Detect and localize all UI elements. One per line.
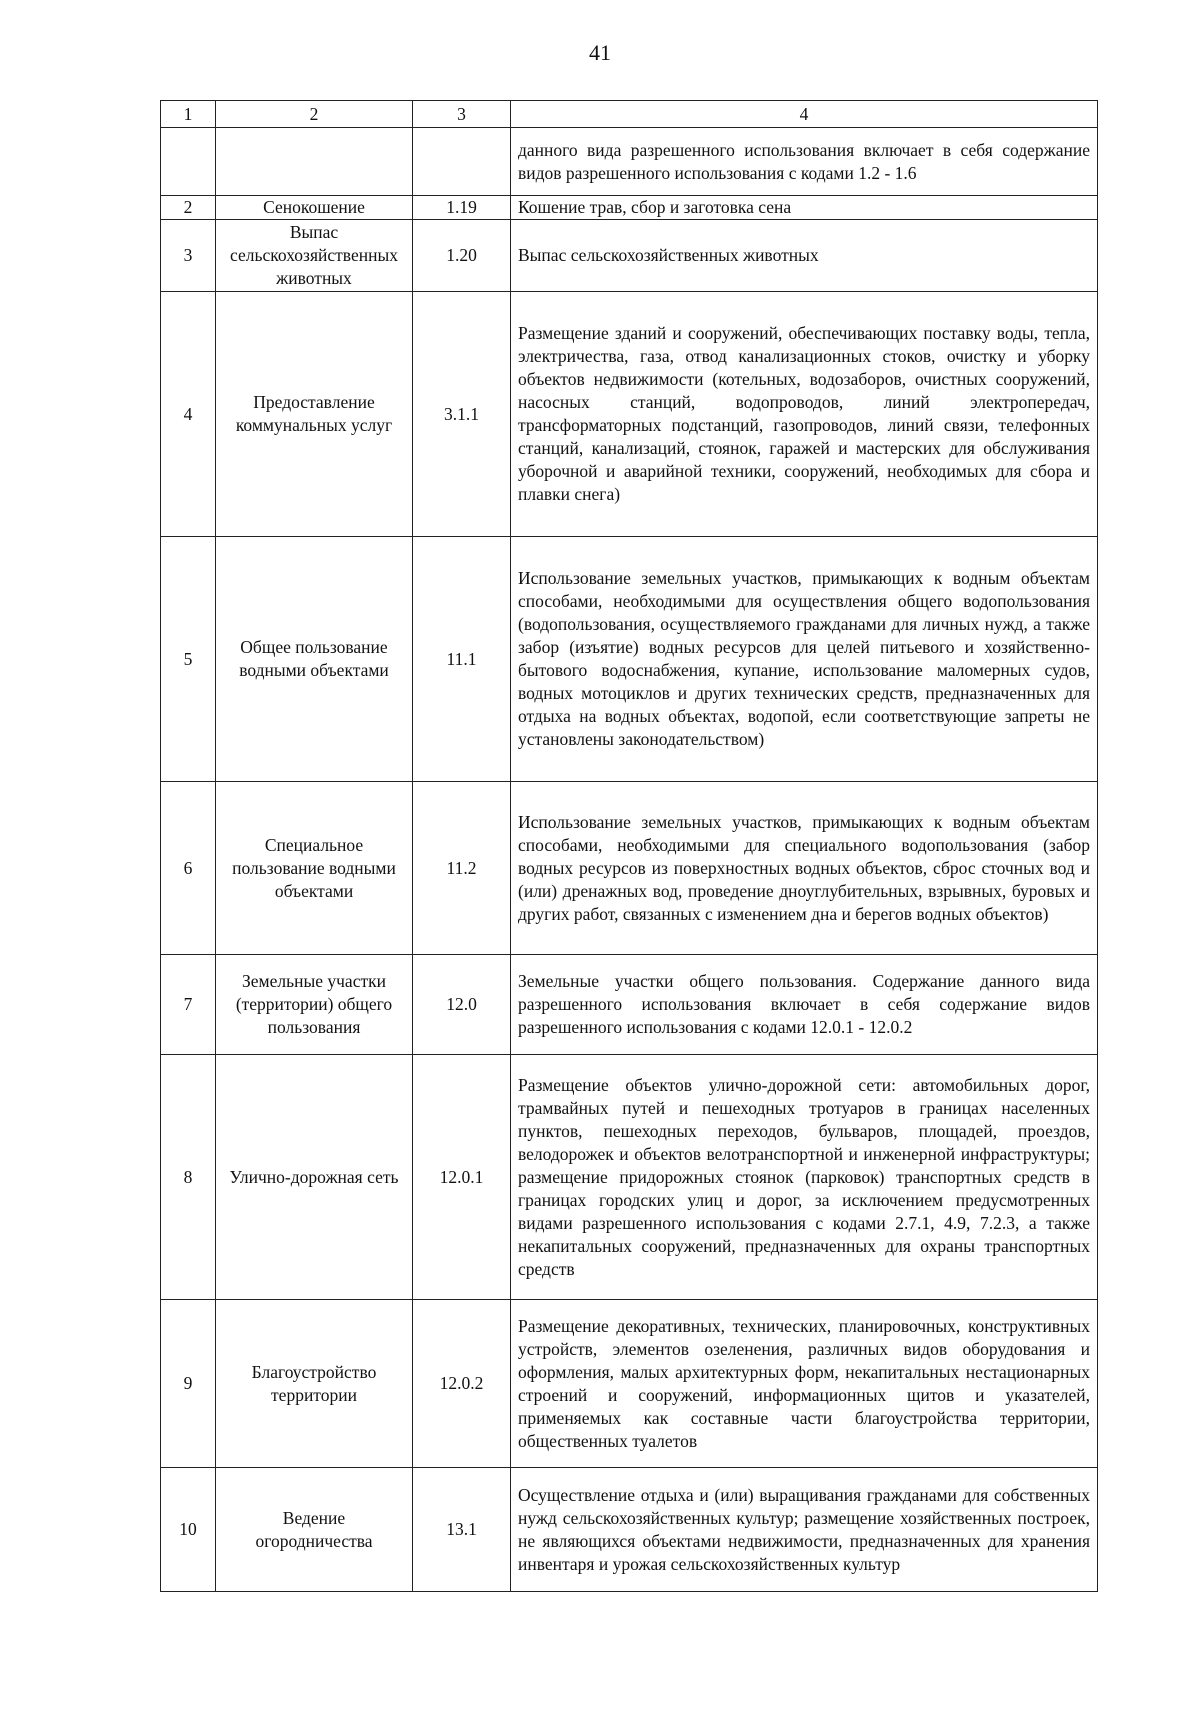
row-number: 2 <box>161 196 216 220</box>
land-use-code: 12.0 <box>413 955 511 1055</box>
row-number: 7 <box>161 955 216 1055</box>
land-use-code: 11.2 <box>413 782 511 955</box>
row-number: 4 <box>161 292 216 537</box>
page-number: 41 <box>589 40 611 65</box>
land-use-code: 3.1.1 <box>413 292 511 537</box>
table-row <box>161 128 1098 196</box>
table-row <box>161 220 1098 292</box>
row-number: 6 <box>161 782 216 955</box>
row-number: 5 <box>161 537 216 782</box>
land-use-name: Сенокошение <box>216 196 413 220</box>
land-use-name: Ведение огородничества <box>216 1468 413 1592</box>
land-use-description: Размещение декоративных, технических, планировочных, конструктивных устройств, элементов озеленения, различных видов оборудования и оформления, малых архитектурных форм, некапитальных нестационарных строений и сооружений, информационных щитов и указателей, применяемых как составные части благоустройства территории, общественных туалетов <box>511 1300 1098 1468</box>
row-number: 8 <box>161 1055 216 1300</box>
land-use-name: Выпас сельскохозяйственных животных <box>216 220 413 292</box>
land-use-name: Земельные участки (территории) общего пользования <box>216 955 413 1055</box>
table-row <box>161 537 1098 782</box>
row-number: 3 <box>161 220 216 292</box>
table-row <box>161 782 1098 955</box>
land-use-name: Специальное пользование водными объектами <box>216 782 413 955</box>
land-use-code <box>413 128 511 196</box>
land-use-code: 12.0.1 <box>413 1055 511 1300</box>
table-row <box>161 1055 1098 1300</box>
land-use-name: Общее пользование водными объектами <box>216 537 413 782</box>
table-row <box>161 1300 1098 1468</box>
column-header-3: 3 <box>413 101 511 128</box>
land-use-name: Благоустройство территории <box>216 1300 413 1468</box>
row-number: 9 <box>161 1300 216 1468</box>
column-header-2: 2 <box>216 101 413 128</box>
land-use-description: Выпас сельскохозяйственных животных <box>511 220 1098 292</box>
land-use-description: данного вида разрешенного использования включает в себя содержание видов разрешенного использования с кодами 1.2 - 1.6 <box>511 128 1098 196</box>
land-use-code: 12.0.2 <box>413 1300 511 1468</box>
land-use-description: Кошение трав, сбор и заготовка сена <box>511 196 1098 220</box>
land-use-description: Земельные участки общего пользования. Содержание данного вида разрешенного использования включает в себя содержание видов разрешенного использования с кодами 12.0.1 - 12.0.2 <box>511 955 1098 1055</box>
land-use-code: 13.1 <box>413 1468 511 1592</box>
land-use-name <box>216 128 413 196</box>
table-row <box>161 292 1098 537</box>
land-use-code: 1.19 <box>413 196 511 220</box>
land-use-description: Использование земельных участков, примыкающих к водным объектам способами, необходимыми для специального водопользования (забор водных ресурсов из поверхностных водных объектов, сброс сточных вод и (или) дренажных вод, проведение дноуглубительных, взрывных, буровых и других работ, связанных с изменением дна и берегов водных объектов) <box>511 782 1098 955</box>
land-use-name: Улично-дорожная сеть <box>216 1055 413 1300</box>
land-use-description: Осуществление отдыха и (или) выращивания гражданами для собственных нужд сельскохозяйственных культур; размещение хозяйственных построек, не являющихся объектами недвижимости, предназначенных для хранения инвентаря и урожая сельскохозяйственных культур <box>511 1468 1098 1592</box>
table-row <box>161 196 1098 220</box>
table-row <box>161 1468 1098 1592</box>
land-use-code: 1.20 <box>413 220 511 292</box>
table-row <box>161 955 1098 1055</box>
land-use-code: 11.1 <box>413 537 511 782</box>
land-use-description: Размещение объектов улично-дорожной сети: автомобильных дорог, трамвайных путей и пешеходных тротуаров в границах населенных пунктов, пешеходных переходов, бульваров, площадей, проездов, велодорожек и объектов велотранспортной и инженерной инфраструктуры; размещение придорожных стоянок (парковок) транспортных средств в границах городских улиц и дорог, за исключением предусмотренных видами разрешенного использования с кодами 2.7.1, 4.9, 7.2.3, а также некапитальных сооружений, предназначенных для охраны транспортных средств <box>511 1055 1098 1300</box>
land-use-description: Размещение зданий и сооружений, обеспечивающих поставку воды, тепла, электричества, газа, отвод канализационных стоков, очистку и уборку объектов недвижимости (котельных, водозаборов, очистных сооружений, насосных станций, водопроводов, линий электропередач, трансформаторных подстанций, газопроводов, линий связи, телефонных станций, канализаций, стоянок, гаражей и мастерских для обслуживания уборочной и аварийной техники, сооружений, необходимых для сбора и плавки снега) <box>511 292 1098 537</box>
land-use-description: Использование земельных участков, примыкающих к водным объектам способами, необходимыми для осуществления общего водопользования (водопользования, осуществляемого гражданами для личных нужд, а также забор (изъятие) водных ресурсов для целей питьевого и хозяйственно-бытового водоснабжения, купание, использование маломерных судов, водных мотоциклов и других технических средств, предназначенных для отдыха на водных объектах, водопой, если соответствующие запреты не установлены законодательством) <box>511 537 1098 782</box>
column-header-4: 4 <box>511 101 1098 128</box>
land-use-name: Предоставление коммунальных услуг <box>216 292 413 537</box>
row-number: 10 <box>161 1468 216 1592</box>
row-number <box>161 128 216 196</box>
table-header-row <box>161 101 1098 128</box>
land-use-table <box>160 100 1098 1592</box>
column-header-1: 1 <box>161 101 216 128</box>
